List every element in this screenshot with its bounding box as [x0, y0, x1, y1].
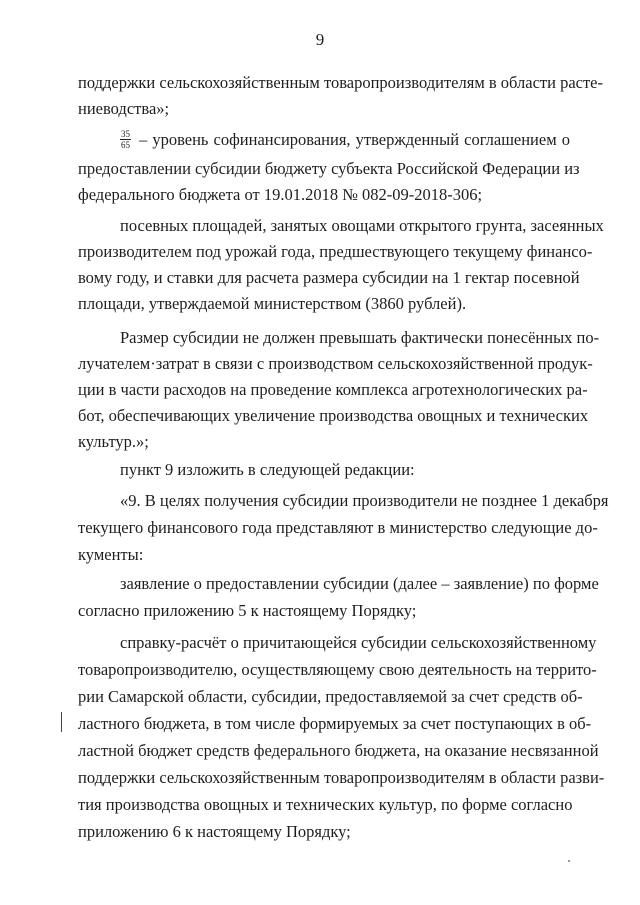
text-line: согласно приложению 5 к настоящему Порядку;	[78, 601, 417, 620]
text-line: поддержки сельскохозяйственным товаропроизводителям в области разви-	[78, 768, 605, 787]
text-line: тия производства овощных и технических культур, по форме согласно	[78, 795, 573, 814]
text-line: предоставлении субсидии бюджету субъекта Российской Федерации из	[78, 159, 580, 178]
margin-mark	[61, 712, 62, 732]
text-line: поддержки сельскохозяйственным товаропроизводителям в области расте-	[78, 73, 604, 92]
text-line: заявление о предоставлении субсидии (далее – заявление) по форме	[120, 574, 599, 593]
text-line: площади, утверждаемой министерством (3860 рублей).	[78, 294, 467, 313]
text-line: бот, обеспечивающих увеличение производства овощных и технических	[78, 406, 589, 425]
text-line: лучателем·затрат в связи с производством сельскохозяйственной продук-	[78, 354, 593, 373]
text-line: ластной бюджет средств федерального бюджета, на оказание несвязанной	[78, 741, 599, 760]
text-line: ластного бюджета, в том числе формируемых за счет поступающих в об-	[78, 714, 592, 733]
text-line: Размер субсидии не должен превышать фактически понесённых по-	[120, 328, 600, 347]
text-line: текущего финансового года представляют в министерство следующие до-	[78, 518, 598, 537]
text-line: вому году, и ставки для расчета размера субсидии на 1 гектар посевной	[78, 268, 580, 287]
text-line: справку-расчёт о причитающейся субсидии сельскохозяйственному	[120, 633, 597, 652]
text-line: культур.»;	[78, 432, 149, 451]
fraction-line	[120, 129, 570, 150]
page-number: 9	[315, 30, 325, 49]
text-line: производителем под урожай года, предшествующего текущему финансо-	[78, 242, 593, 261]
text-line: кументы:	[78, 545, 144, 564]
text-line: ции в части расходов на проведение комплекса агротехнологических ра-	[78, 380, 588, 399]
scan-speck	[568, 860, 570, 862]
text-line: – уровень софинансирования, утвержденный соглашением о	[139, 129, 570, 149]
text-line: федерального бюджета от 19.01.2018 № 082-09-2018-306;	[78, 185, 483, 204]
text-line: рии Самарской области, субсидии, предоставляемой за счет средств об-	[78, 687, 583, 706]
fraction-numerator: 35	[121, 129, 130, 139]
text-line: пункт 9 изложить в следующей редакции:	[120, 460, 415, 479]
text-line: посевных площадей, занятых овощами открытого грунта, засеянных	[120, 216, 604, 235]
cofinancing-fraction	[120, 129, 131, 150]
fraction-denominator: 65	[121, 140, 130, 150]
text-line: «9. В целях получения субсидии производители не позднее 1 декабря	[120, 491, 609, 510]
text-line: товаропроизводителю, осуществляющему свою деятельность на террито-	[78, 660, 597, 679]
text-line: приложению 6 к настоящему Порядку;	[78, 822, 351, 841]
text-line: ниеводства»;	[78, 99, 170, 118]
